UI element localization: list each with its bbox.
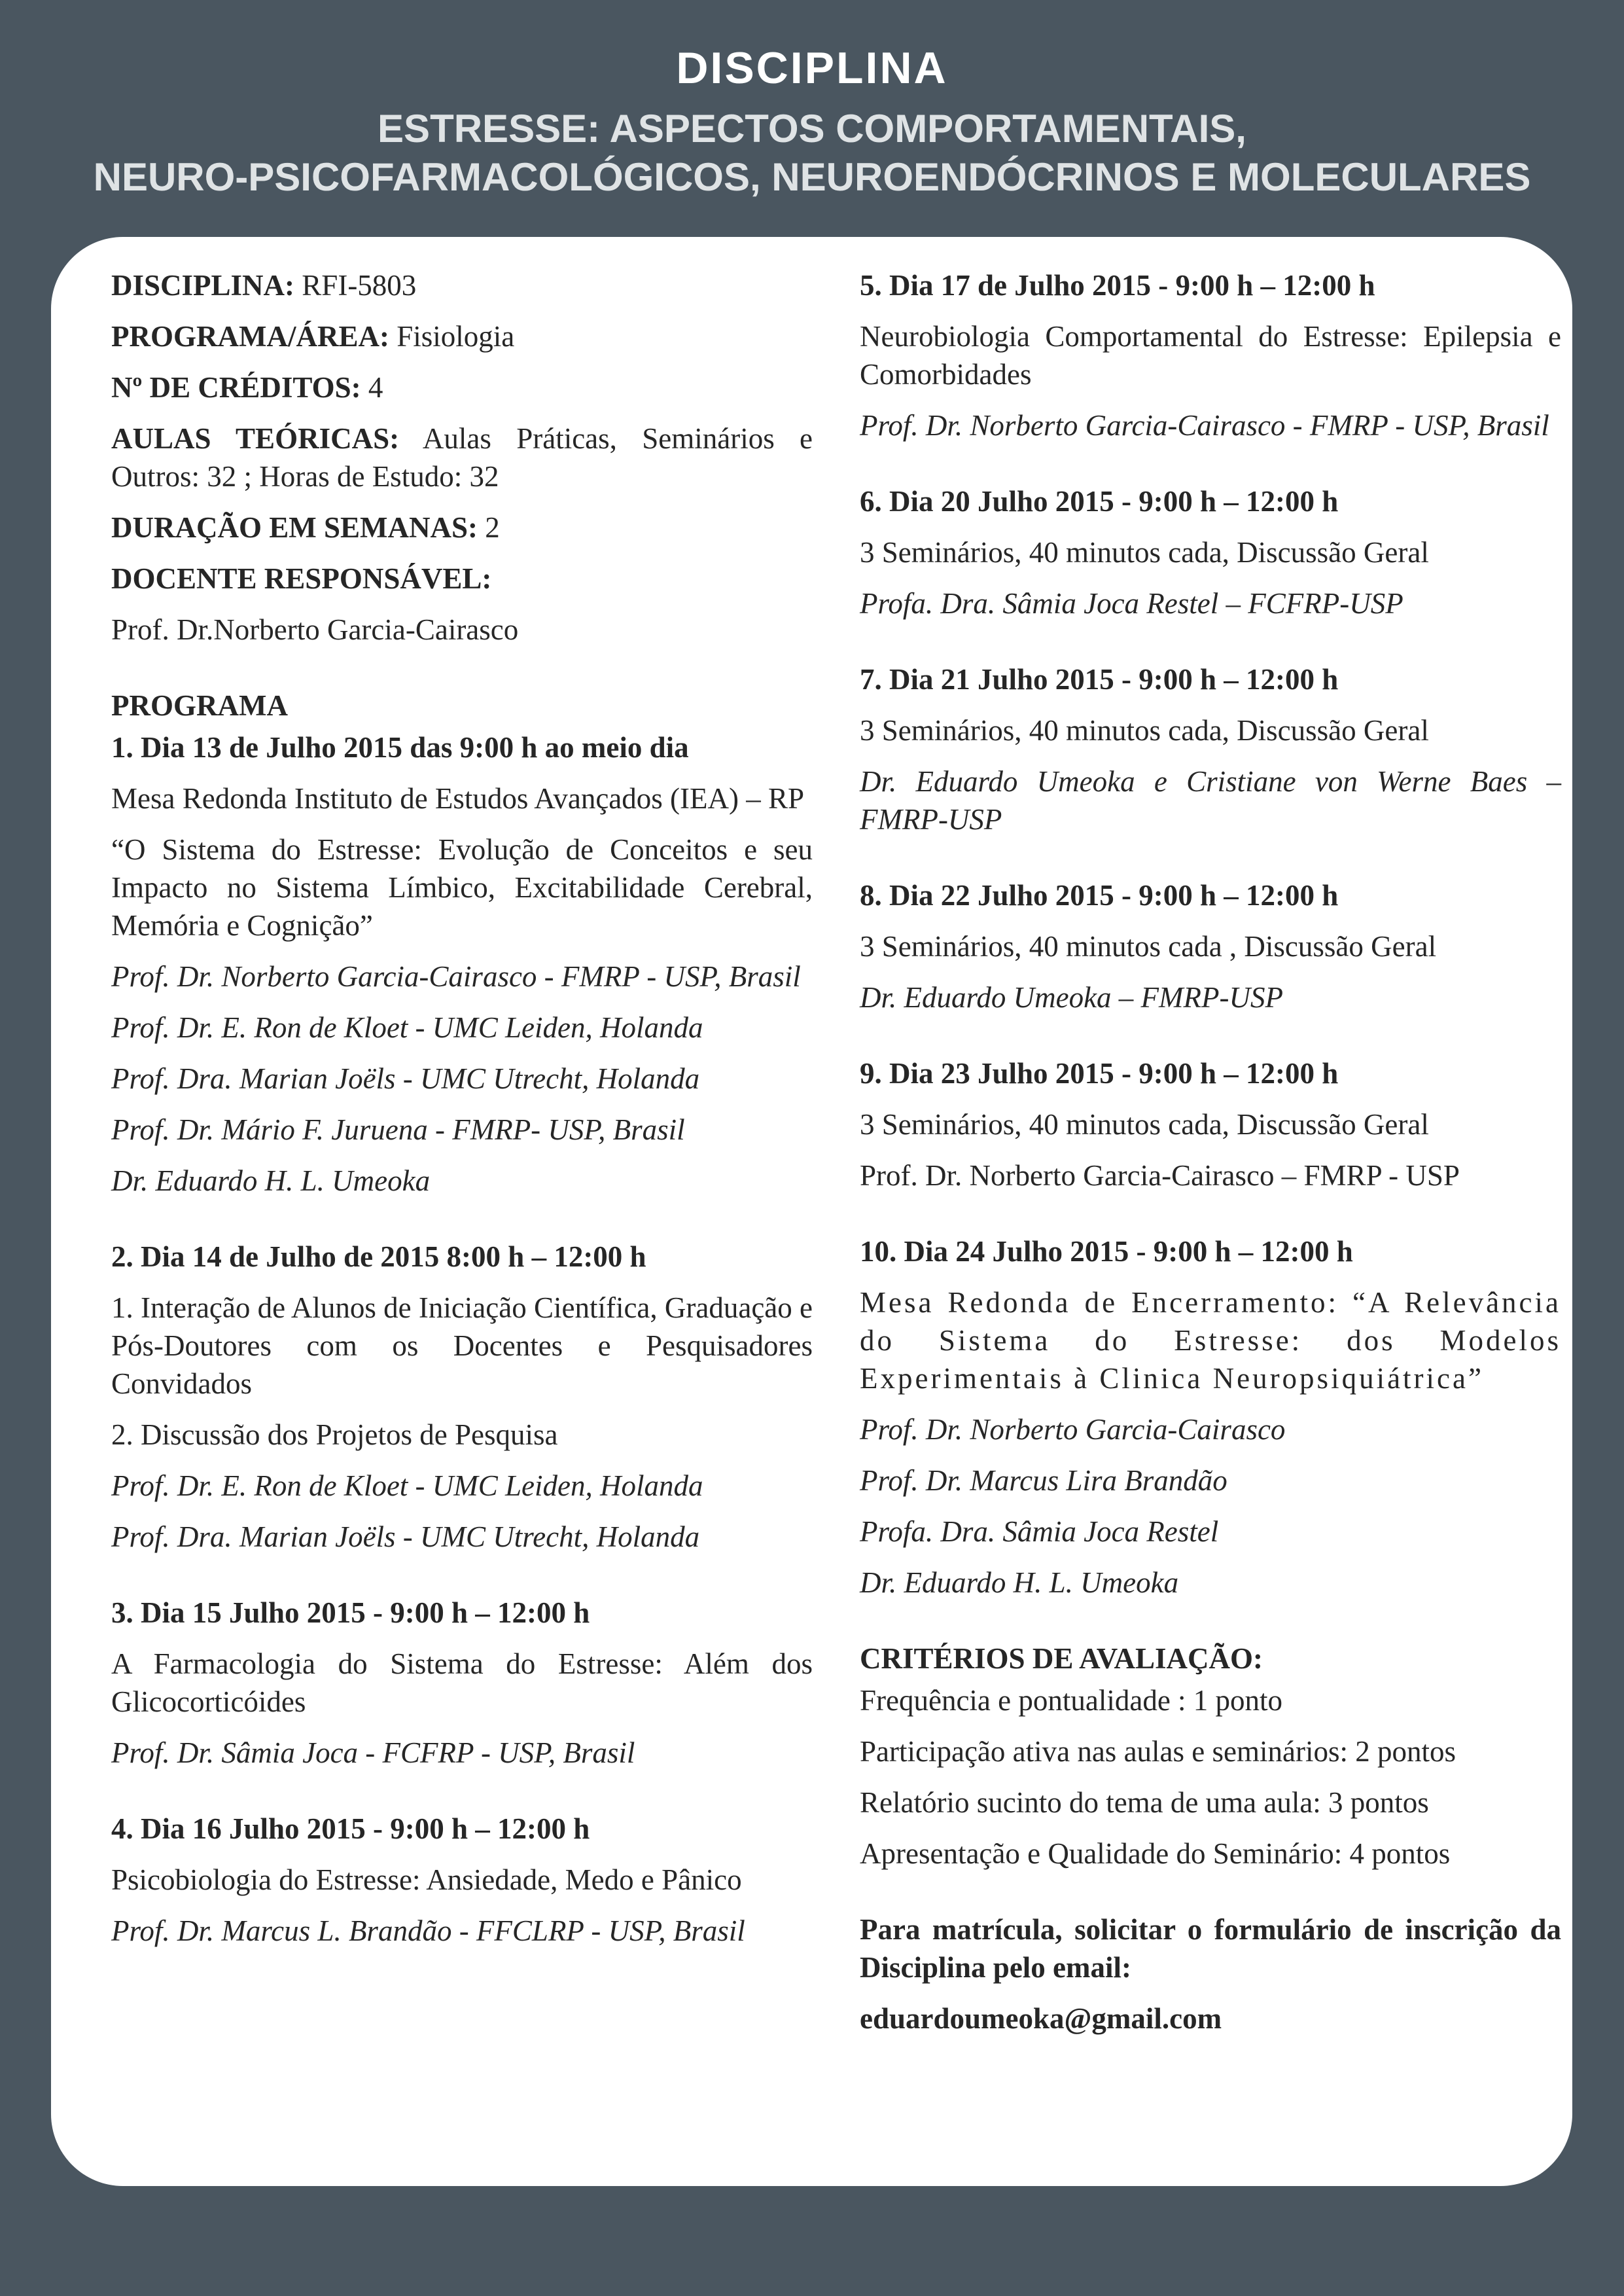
session-speaker: Prof. Dr. Norberto Garcia-Cairasco - FMRP - USP, Brasil (111, 960, 801, 993)
matricula-text: Para matrícula, solicitar o formulário de inscrição da Disciplina pelo email: (860, 1913, 1561, 1984)
session-title: 10. Dia 24 Julho 2015 - 9:00 h – 12:00 h (860, 1235, 1353, 1268)
session-speaker: Profa. Dra. Sâmia Joca Restel (860, 1515, 1219, 1548)
session-3 (111, 1594, 813, 1772)
info-creditos (111, 368, 813, 406)
value: 2 (478, 511, 500, 544)
session-desc: 3 Seminários, 40 minutos cada , Discussão Geral (860, 930, 1437, 963)
criterios-section (860, 1640, 1561, 1873)
label: AULAS TEÓRICAS: (111, 422, 400, 455)
session-speaker: Dr. Eduardo Umeoka e Cristiane von Werne Baes – FMRP-USP (860, 765, 1561, 836)
criterio-item: Apresentação e Qualidade do Seminário: 4 pontos (860, 1837, 1451, 1870)
value: Aulas Práticas, Seminários e Outros: 32 ; Horas de Estudo: 32 (111, 422, 813, 493)
session-desc: Neurobiologia Comportamental do Estresse: Epilepsia e Comorbidades (860, 320, 1561, 391)
criterios-heading: CRITÉRIOS DE AVALIAÇÃO: (860, 1642, 1263, 1675)
session-desc: 3 Seminários, 40 minutos cada, Discussão Geral (860, 714, 1429, 747)
info-disciplina (111, 266, 813, 304)
session-speaker: Prof. Dr. Norberto Garcia-Cairasco - FMRP - USP, Brasil (860, 409, 1549, 442)
right-column (860, 266, 1561, 2051)
session-8 (860, 876, 1561, 1016)
session-title: 1. Dia 13 de Julho 2015 das 9:00 h ao meio dia (111, 731, 689, 764)
session-desc: 3 Seminários, 40 minutos cada, Discussão Geral (860, 1108, 1429, 1141)
value: RFI-5803 (294, 269, 417, 302)
criterio-item: Frequência e pontualidade : 1 ponto (860, 1684, 1283, 1717)
session-speaker: Dr. Eduardo H. L. Umeoka (111, 1164, 431, 1197)
session-speaker: Dr. Eduardo H. L. Umeoka (860, 1566, 1179, 1599)
session-speaker: Profa. Dra. Sâmia Joca Restel – FCFRP-USP (860, 587, 1403, 620)
session-speaker: Prof. Dra. Marian Joëls - UMC Utrecht, Holanda (111, 1520, 700, 1553)
session-title: 7. Dia 21 Julho 2015 - 9:00 h – 12:00 h (860, 663, 1339, 696)
session-speaker: Prof. Dra. Marian Joëls - UMC Utrecht, Holanda (111, 1062, 700, 1095)
info-aulas (111, 420, 813, 495)
header (0, 0, 1624, 202)
label: DISCIPLINA: (111, 269, 295, 302)
session-desc: 2. Discussão dos Projetos de Pesquisa (111, 1418, 558, 1451)
label: Nº DE CRÉDITOS: (111, 371, 361, 404)
session-desc: Mesa Redonda de Encerramento: “A Relevância do Sistema do Estresse: dos Modelos Experimentais à Clinica Neuropsiquiátrica” (860, 1286, 1561, 1395)
session-title: 6. Dia 20 Julho 2015 - 9:00 h – 12:00 h (860, 485, 1339, 518)
session-desc: “O Sistema do Estresse: Evolução de Conceitos e seu Impacto no Sistema Límbico, Excitabilidade Cerebral, Memória e Cognição” (111, 833, 813, 942)
session-4 (111, 1810, 813, 1950)
value: 4 (361, 371, 383, 404)
session-speaker: Prof. Dr. Norberto Garcia-Cairasco (860, 1413, 1286, 1446)
session-title: 2. Dia 14 de Julho de 2015 8:00 h – 12:00 h (111, 1240, 646, 1273)
criterio-item: Participação ativa nas aulas e seminários: 2 pontos (860, 1735, 1456, 1768)
session-1 (111, 728, 813, 1200)
session-speaker: Prof. Dr. Sâmia Joca - FCFRP - USP, Brasil (111, 1736, 635, 1769)
content-card (51, 237, 1572, 2186)
info-programa (111, 317, 813, 355)
subtitle-line-2: NEURO-PSICOFARMACOLÓGICOS, NEUROENDÓCRINOS E MOLECULARES (93, 155, 1531, 199)
programa-heading: PROGRAMA (111, 689, 288, 722)
session-title: 8. Dia 22 Julho 2015 - 9:00 h – 12:00 h (860, 879, 1339, 912)
session-10 (860, 1232, 1561, 1602)
session-speaker: Dr. Eduardo Umeoka – FMRP-USP (860, 981, 1283, 1014)
left-column (111, 266, 813, 1963)
info-docente-label: DOCENTE RESPONSÁVEL: (111, 562, 492, 595)
subtitle-line-1: ESTRESSE: ASPECTOS COMPORTAMENTAIS, (378, 107, 1246, 151)
info-docente-value: Prof. Dr.Norberto Garcia-Cairasco (111, 613, 519, 646)
session-desc: 3 Seminários, 40 minutos cada, Discussão Geral (860, 536, 1429, 569)
criterio-item: Relatório sucinto do tema de uma aula: 3 pontos (860, 1786, 1429, 1819)
session-speaker: Prof. Dr. Mário F. Juruena - FMRP- USP, Brasil (111, 1113, 685, 1146)
label: DURAÇÃO EM SEMANAS: (111, 511, 478, 544)
session-desc: Mesa Redonda Instituto de Estudos Avançados (IEA) – RP (111, 782, 805, 815)
session-title: 3. Dia 15 Julho 2015 - 9:00 h – 12:00 h (111, 1596, 590, 1629)
session-desc: A Farmacologia do Sistema do Estresse: Além dos Glicocorticóides (111, 1647, 813, 1718)
session-6 (860, 482, 1561, 622)
label: PROGRAMA/ÁREA: (111, 320, 389, 353)
value: Fisiologia (389, 320, 515, 353)
session-desc: Psicobiologia do Estresse: Ansiedade, Medo e Pânico (111, 1863, 742, 1896)
session-speaker: Prof. Dr. E. Ron de Kloet - UMC Leiden, Holanda (111, 1011, 703, 1044)
page-subtitle (0, 105, 1624, 202)
session-7 (860, 660, 1561, 838)
session-speaker: Prof. Dr. Marcus Lira Brandão (860, 1464, 1227, 1497)
session-title: 9. Dia 23 Julho 2015 - 9:00 h – 12:00 h (860, 1057, 1339, 1090)
session-speaker: Prof. Dr. E. Ron de Kloet - UMC Leiden, Holanda (111, 1469, 703, 1502)
session-speaker: Prof. Dr. Marcus L. Brandão - FFCLRP - USP, Brasil (111, 1914, 745, 1947)
session-title: 4. Dia 16 Julho 2015 - 9:00 h – 12:00 h (111, 1812, 590, 1845)
session-desc: Prof. Dr. Norberto Garcia-Cairasco – FMRP - USP (860, 1159, 1460, 1192)
session-title: 5. Dia 17 de Julho 2015 - 9:00 h – 12:00 h (860, 269, 1375, 302)
page-title: DISCIPLINA (676, 43, 948, 93)
matricula-email-link[interactable]: eduardoumeoka@gmail.com (860, 2002, 1222, 2035)
info-duracao (111, 509, 813, 547)
session-5 (860, 266, 1561, 444)
matricula-section (860, 1910, 1561, 2037)
session-9 (860, 1054, 1561, 1194)
session-2 (111, 1238, 813, 1556)
session-desc: 1. Interação de Alunos de Iniciação Científica, Graduação e Pós-Doutores com os Docentes e Pesquisadores Convidados (111, 1291, 813, 1400)
